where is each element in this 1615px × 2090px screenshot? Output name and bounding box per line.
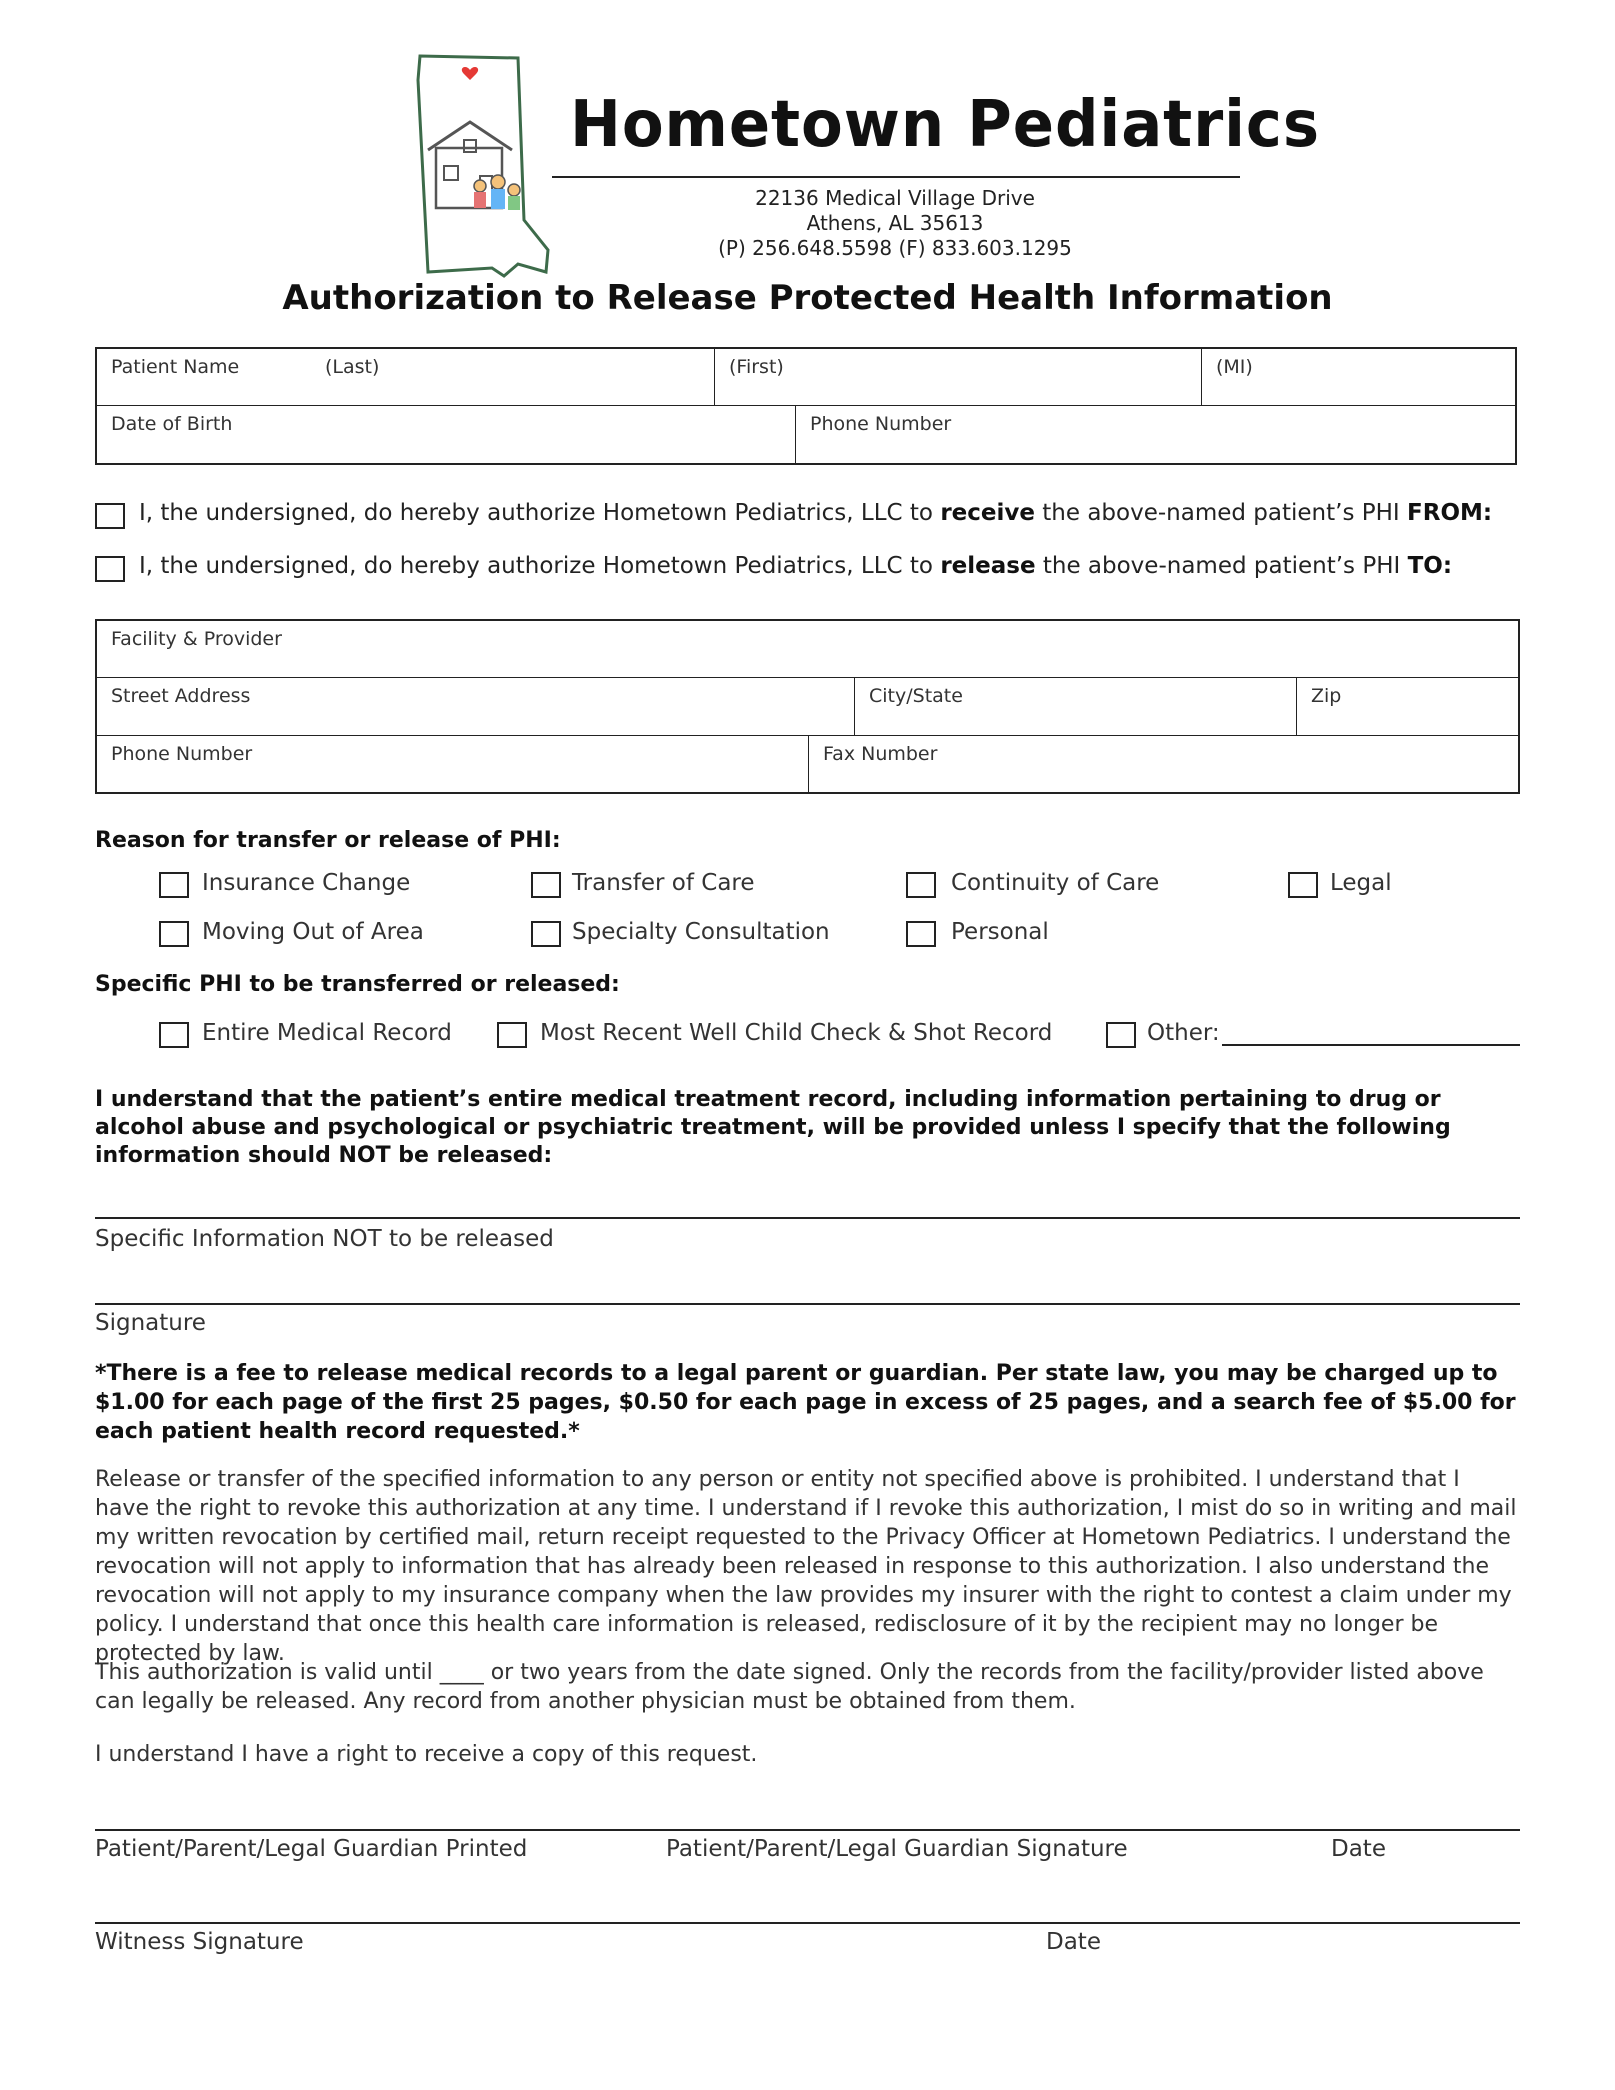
first-name-label: (First) xyxy=(729,356,784,378)
facility-table xyxy=(95,619,1520,794)
witness-signature-label: Witness Signature xyxy=(95,1929,304,1955)
facility-cell[interactable] xyxy=(95,619,1520,678)
continuity-of-care-label: Continuity of Care xyxy=(951,870,1160,896)
moving-out-of-area-label: Moving Out of Area xyxy=(202,919,424,945)
other-label: Other: xyxy=(1147,1020,1220,1046)
well-child-check-label: Most Recent Well Child Check & Shot Record xyxy=(540,1020,1053,1046)
legal-checkbox[interactable] xyxy=(1288,872,1318,898)
city-state-label: City/State xyxy=(869,685,963,707)
specialty-consultation-label: Specialty Consultation xyxy=(572,919,830,945)
reason-heading: Reason for transfer or release of PHI: xyxy=(95,828,561,853)
guardian-printed-label: Patient/Parent/Legal Guardian Printed xyxy=(95,1836,528,1862)
fax-label: Fax Number xyxy=(823,743,938,765)
legal-label: Legal xyxy=(1330,870,1392,896)
first-name-cell[interactable] xyxy=(714,347,1202,406)
street-label: Street Address xyxy=(111,685,251,707)
zip-label: Zip xyxy=(1311,685,1342,707)
specific-phi-heading: Specific PHI to be transferred or released: xyxy=(95,972,620,997)
street-cell[interactable] xyxy=(95,677,855,736)
insurance-change-label: Insurance Change xyxy=(202,870,411,896)
page-title: Authorization to Release Protected Health Information xyxy=(282,278,1333,318)
brand-underline xyxy=(552,176,1240,178)
fax-cell[interactable] xyxy=(808,735,1520,794)
not-released-label: Specific Information NOT to be released xyxy=(95,1226,554,1252)
personal-checkbox[interactable] xyxy=(906,921,936,947)
address-line-2: Athens, AL 35613 xyxy=(806,211,984,235)
guardian-date-label: Date xyxy=(1331,1836,1386,1862)
transfer-of-care-checkbox[interactable] xyxy=(531,872,561,898)
facility-label: Facility & Provider xyxy=(111,628,282,650)
dob-label: Date of Birth xyxy=(111,413,233,435)
transfer-of-care-label: Transfer of Care xyxy=(572,870,755,896)
receive-checkbox[interactable] xyxy=(95,503,125,529)
city-state-cell[interactable] xyxy=(854,677,1297,736)
guardian-signature-line[interactable] xyxy=(95,1829,1520,1831)
receive-authorization-text: I, the undersigned, do hereby authorize Hometown Pediatrics, LLC to receive the above-named patient’s PHI FROM: xyxy=(139,500,1493,526)
release-paragraph: Release or transfer of the specified information to any person or entity not specified above is prohibited. I understand that I have the right to revoke this authorization at any time. I understand if I revoke this authorization, I mist do so in writing and mail my written revocation by certified mail, return receipt requested to the Privacy Officer at Hometown Pediatrics. I understand the revocation will not apply to information that has already been released in response to this authorization. I also understand the revocation will not apply to my insurance company when the law provides my insurer with the right to contest a claim under my policy. I understand that once this health care information is released, redisclosure of it by the recipient may no longer be protected by law. xyxy=(95,1467,1517,1666)
entire-record-checkbox[interactable] xyxy=(159,1022,189,1048)
patient-phone-label: Phone Number xyxy=(810,413,952,435)
contact-line: (P) 256.648.5598 (F) 833.603.1295 xyxy=(718,236,1072,260)
mi-label: (MI) xyxy=(1216,356,1253,378)
release-checkbox[interactable] xyxy=(95,556,125,582)
facility-phone-cell[interactable] xyxy=(95,735,809,794)
patient-phone-cell[interactable] xyxy=(795,405,1517,465)
last-name-label: (Last) xyxy=(325,356,380,378)
dob-cell[interactable] xyxy=(95,405,796,465)
insurance-change-checkbox[interactable] xyxy=(159,872,189,898)
not-released-line[interactable] xyxy=(95,1217,1520,1219)
specialty-consultation-checkbox[interactable] xyxy=(531,921,561,947)
signature-label: Signature xyxy=(95,1310,206,1336)
brand-name: Hometown Pediatrics xyxy=(570,88,1321,162)
entire-record-label: Entire Medical Record xyxy=(202,1020,452,1046)
mi-cell[interactable] xyxy=(1201,347,1517,406)
witness-signature-line[interactable] xyxy=(95,1922,1520,1924)
treatment-record-notice: I understand that the patient’s entire medical treatment record, including information pertaining to drug or alcohol abuse and psychological or psychiatric treatment, will be provided unless I specify that the following information should NOT be released: xyxy=(95,1087,1451,1168)
patient-name-cell[interactable] xyxy=(95,347,715,406)
facility-phone-label: Phone Number xyxy=(111,743,253,765)
patient-table xyxy=(95,347,1517,465)
patient-name-label: Patient Name xyxy=(111,356,240,378)
signature-line[interactable] xyxy=(95,1303,1520,1305)
witness-date-label: Date xyxy=(1046,1929,1101,1955)
moving-out-of-area-checkbox[interactable] xyxy=(159,921,189,947)
address-line-1: 22136 Medical Village Drive xyxy=(755,186,1035,210)
copy-right-paragraph: I understand I have a right to receive a copy of this request. xyxy=(95,1742,758,1767)
continuity-of-care-checkbox[interactable] xyxy=(906,872,936,898)
fee-notice: *There is a fee to release medical records to a legal parent or guardian. Per state law, you may be charged up to $1.00 for each page of the first 25 pages, $0.50 for each page in excess of 25 pages, and a search fee of $5.00 for each patient health record requested.* xyxy=(95,1361,1516,1444)
well-child-check-checkbox[interactable] xyxy=(497,1022,527,1048)
other-checkbox[interactable] xyxy=(1106,1022,1136,1048)
alabama-house-family-logo-icon xyxy=(408,50,558,282)
zip-cell[interactable] xyxy=(1296,677,1520,736)
validity-paragraph: This authorization is valid until ____ or two years from the date signed. Only the records from the facility/provider listed above can legally be released. Any record from another physician must be obtained from them. xyxy=(95,1660,1484,1714)
release-authorization-text: I, the undersigned, do hereby authorize Hometown Pediatrics, LLC to release the above-named patient’s PHI TO: xyxy=(139,553,1453,579)
guardian-signature-label: Patient/Parent/Legal Guardian Signature xyxy=(666,1836,1128,1862)
personal-label: Personal xyxy=(951,919,1049,945)
other-input-line[interactable] xyxy=(1222,1044,1520,1046)
